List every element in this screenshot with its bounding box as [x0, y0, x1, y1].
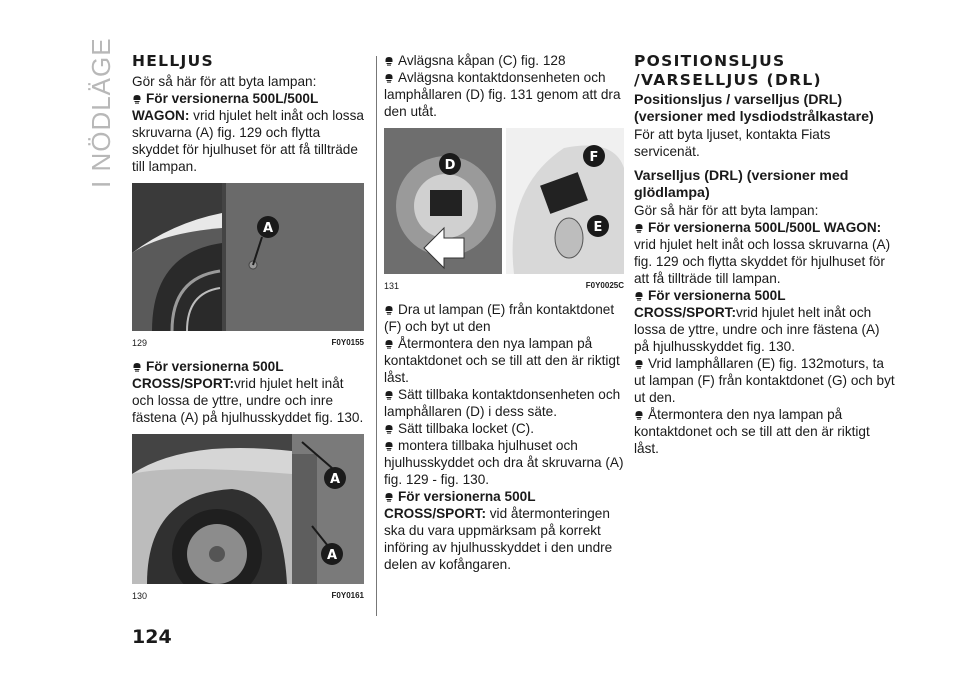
list-item: För versionerna 500L/500L WAGON: vrid hjulet helt inåt och lossa skruvarna (A) fig. 129 och flytta skyddet för hjulhuset för att få tillträde till lampan.	[132, 91, 364, 174]
list-item: Sätt tillbaka kontaktdonsenheten och lamphållaren (D) i dess säte.	[384, 387, 621, 419]
section-heading-helljus: HELLJUS	[132, 52, 214, 70]
figure-label: F	[589, 150, 599, 165]
page-number: 124	[132, 626, 172, 648]
bulb-icon	[384, 73, 394, 83]
list-item: Avlägsna kontaktdonsenheten och lamphållaren (D) fig. 131 genom att dra den utåt.	[384, 70, 621, 119]
figure-label: E	[593, 220, 603, 235]
list-item: För versionerna 500L CROSS/SPORT:vrid hjulet helt inåt och lossa de yttre, undre och inre fästena (A) på hjulhusskyddet fig. 130.	[634, 288, 880, 354]
intro-text: Gör så här för att byta lampan:	[634, 203, 819, 218]
figure-label: A	[262, 221, 274, 236]
bulb-icon	[384, 305, 394, 315]
column-3	[634, 52, 896, 457]
figure-label: A	[329, 472, 341, 487]
subheading-led: Positionsljus / varselljus (DRL) (versioner med lysdiodstrålkastare)	[634, 92, 874, 125]
figure-129	[132, 183, 364, 348]
figure-131	[384, 128, 624, 291]
list-item: Återmontera den nya lampan på kontaktdonet och se till att den är riktigt låst.	[384, 336, 620, 385]
bulb-icon	[384, 390, 394, 400]
list-item: Återmontera den nya lampan på kontaktdonet och se till att den är riktigt låst.	[634, 407, 870, 456]
figure-number: 129	[132, 338, 148, 348]
figure-label: D	[444, 158, 456, 173]
figure-number: 130	[132, 591, 148, 601]
bulb-icon	[384, 424, 394, 434]
chapter-tab: I NÖDLÄGE	[86, 37, 116, 188]
figure-code: F0Y0161	[331, 591, 364, 600]
bulb-icon	[634, 410, 644, 420]
list-item: Avlägsna kåpan (C) fig. 128	[384, 52, 624, 69]
bulb-icon	[634, 359, 644, 369]
figure-code: F0Y0025C	[585, 281, 624, 290]
bulb-icon	[634, 291, 644, 301]
intro-text: Gör så här för att byta lampan:	[132, 74, 317, 89]
list-item: För versionerna 500L CROSS/SPORT: vid återmonteringen ska du vara uppmärksam på korrekt införing av hjulhusskyddet i den undre delen av kofångaren.	[384, 489, 613, 572]
figure-130-image	[132, 434, 364, 584]
column-1	[132, 52, 364, 603]
figure-129-image	[132, 183, 364, 331]
column-divider	[376, 56, 377, 616]
list-item: För versionerna 500L/500L WAGON: vrid hjulet helt inåt och lossa skruvarna (A) fig. 129 och flytta skyddet för hjulhuset för att få tillträde till lampan.	[634, 220, 891, 286]
bulb-icon	[634, 223, 644, 233]
column-2	[384, 52, 624, 573]
subheading-bulb: Varselljus (DRL) (versioner med glödlampa)	[634, 168, 849, 201]
bulb-icon	[132, 362, 142, 372]
bulb-icon	[384, 492, 394, 502]
list-item: Dra ut lampan (E) från kontaktdonet (F) och byt ut den	[384, 302, 615, 334]
list-item: Sätt tillbaka locket (C).	[384, 420, 624, 437]
bulb-icon	[132, 94, 142, 104]
section-heading-positionsljus: POSITIONSLJUS /VARSELLJUS (DRL)	[634, 52, 822, 89]
figure-label: A	[326, 548, 338, 563]
bulb-icon	[384, 441, 394, 451]
list-item: montera tillbaka hjulhuset och hjulhusskyddet och dra åt skruvarna (A) fig. 129 - fig. 130.	[384, 438, 624, 487]
list-item: Vrid lamphållaren (E) fig. 132moturs, ta ut lampan (F) från kontaktdonet (G) och byt ut den.	[634, 356, 895, 405]
figure-131-image	[384, 128, 624, 274]
paragraph: För att byta ljuset, kontakta Fiats servicenät.	[634, 127, 831, 159]
figure-130	[132, 434, 364, 601]
figure-number: 131	[384, 281, 400, 291]
list-item: För versionerna 500L CROSS/SPORT:vrid hjulet helt inåt och lossa de yttre, undre och inre fästena (A) på hjulhusskyddet fig. 130.	[132, 359, 364, 425]
bulb-icon	[384, 339, 394, 349]
figure-code: F0Y0155	[331, 338, 364, 347]
bulb-icon	[384, 56, 394, 66]
